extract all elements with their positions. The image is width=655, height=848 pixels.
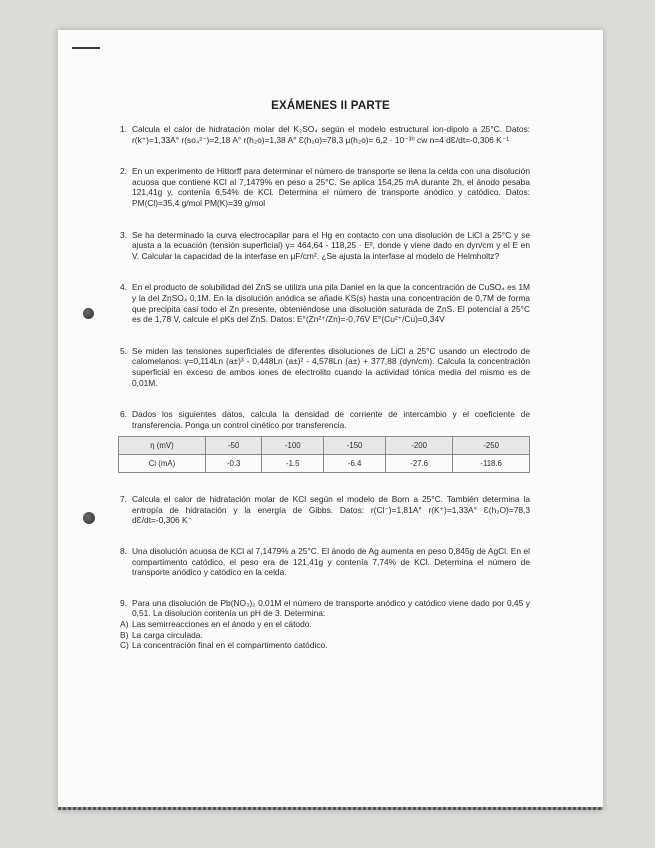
question-5 (120, 346, 530, 388)
table-cell: -118.6 (453, 455, 530, 473)
question-2 (120, 166, 530, 208)
subitem-letter: C) (120, 640, 129, 651)
question-number: 3. (120, 229, 127, 240)
table-cell: -27.6 (385, 455, 452, 473)
question-number: 8. (120, 546, 127, 557)
subitem-c (120, 640, 530, 651)
subitem-letter: A) (120, 619, 129, 630)
subitem-b (120, 630, 530, 641)
question-7 (120, 494, 530, 526)
question-text: Calcula el calor de hidratación molar de KCl según el modelo de Born a 25°C. También determina la entropía de hidratación y la energía de Gibbs. Datos: r(Cl⁻)=1,81A° r(K⁺)=1,33A° Ɛ(h₂O)=78,3 dƐ/dt=-0,306 K⁻ (132, 494, 530, 526)
question-text: Se miden las tensiones superficiales de diferentes disoluciones de LiCl a 25°C usando un electrodo de calomelanos: γ=0,114Ln (a±)³ - 0,448Ln (a±)² - 4,578Ln (a±) + 377,88 (dyn/cm). Calcula la concentración superficial en exceso de ambos iones de electrolito cuando la actividad tónica media del mismo es de 0,01M. (132, 345, 530, 388)
table-cell: -150 (324, 437, 386, 455)
subitem-a (120, 619, 530, 630)
question-6 (120, 409, 530, 430)
question-text: Se ha determinado la curva electrocapilar para el Hg en contacto con una disolución de LiCl a 25°C y se ajusta a la ecuación (tensión superficial) γ= 464,64 - 118,25 · E², donde γ viene dado en dyn/cm y el E en V. Calcular la capacidad de la interfase en μF/cm². ¿Se ajusta la interfase al modelo de Helmholtz? (132, 229, 530, 261)
table-header-cell: η (mV) (119, 437, 206, 455)
punch-hole-bottom (83, 512, 95, 524)
page-bottom-edge (58, 807, 603, 810)
question-number: 4. (120, 282, 127, 293)
question-list (120, 124, 530, 651)
question-number: 2. (120, 166, 127, 177)
question-8 (120, 546, 530, 578)
question-text: Calcula el calor de hidratación molar del K₂SO₄ según el modelo estructural ion-dipolo a 25°C. Datos: r(k⁺)=1,33A° r(so₄²⁻)=2,18 A° r(h₂o)=1,38 A° Ɛ(h₂o)=78,3 μ(h₂o)= 6,2 · 10⁻³⁰ cw n=4 dƐ/dt=-0,306 K⁻¹ (132, 124, 530, 145)
question-number: 1. (120, 124, 127, 134)
subitem-text: Las semirreacciones en el ánodo y en el cátodo. (132, 619, 312, 630)
table-cell: -100 (262, 437, 324, 455)
subitem-text: La carga circulada. (132, 629, 203, 640)
table-cell: -50 (206, 437, 262, 455)
question-text: Una disolución acuosa de KCl al 7,1479% a 25°C. El ánodo de Ag aumenta en peso 0,845g de AgCl. En el compartimento catódico, el peso era de 121,41g y contenía 7,74% de KCl. Determina el número de transporte anódico y catódico en la celda. (132, 546, 530, 578)
document-page (58, 30, 603, 810)
question-4 (120, 282, 530, 324)
question-text: Dados los siguientes datos, calcula la densidad de corriente de intercambio y el coeficiente de transferencia. Ponga un control cinético por transferencia. (132, 409, 530, 430)
question-9 (120, 598, 530, 619)
margin-mark (72, 47, 100, 49)
table-cell: -0.3 (206, 455, 262, 473)
question-text: En el producto de solubilidad del ZnS se utiliza una pila Daniel en la que la concentración de CuSO₄ es 1M y la del ZnSO₄ 0,1M. En la disolución anódica se añade KS(s) hasta una concentración de 0,7M de forma que precipita casi todo el Zn presente, obteniéndose una disolución saturada de ZnS. El potencial a 25°C es de 1,78 V, calcule el pKs del ZnS. Datos: E°(Zn²⁺/Zn)=-0,76V E°(Cu²⁺/Cu)=0,34V (132, 282, 530, 325)
question-3 (120, 230, 530, 262)
question-number: 7. (120, 494, 127, 505)
table-cell: -6.4 (324, 455, 386, 473)
table-header-cell: Ci (mA) (119, 455, 206, 473)
table-row (119, 437, 530, 455)
table-cell: -1.5 (262, 455, 324, 473)
punch-hole-top (83, 308, 94, 319)
table-cell: -250 (453, 437, 530, 455)
data-table (118, 436, 530, 473)
subitem-text: La concentración final en el compartimento catódico. (132, 640, 328, 651)
table-row (119, 455, 530, 473)
question-text: Para una disolución de Pb(NO₃)₂ 0,01M el número de transporte anódico y catódico viene dado por 0,45 y 0,51. La disolución contenía un pH de 3. Determina: (132, 597, 530, 619)
question-number: 6. (120, 409, 127, 420)
page-title: EXÁMENES II PARTE (271, 100, 390, 112)
question-text: En un experimento de Hittorff para determinar el número de transporte se llena la celda con una disolución acuosa que contiene KCl al 7,1479% en peso a 25°C. Se aplica 154,25 mA durante 2h, el ánodo pesaba 121,41g y, contenía 6,54% de KCl. Determina el número de transporte anódico y catódico. Datos: PM(Cl)=35,4 g/mol PM(K)=39 g/mol (132, 166, 530, 208)
question-number: 9. (120, 597, 127, 608)
question-number: 5. (120, 345, 127, 356)
question-1 (120, 124, 530, 145)
table-cell: -200 (385, 437, 452, 455)
subitem-letter: B) (120, 629, 129, 640)
